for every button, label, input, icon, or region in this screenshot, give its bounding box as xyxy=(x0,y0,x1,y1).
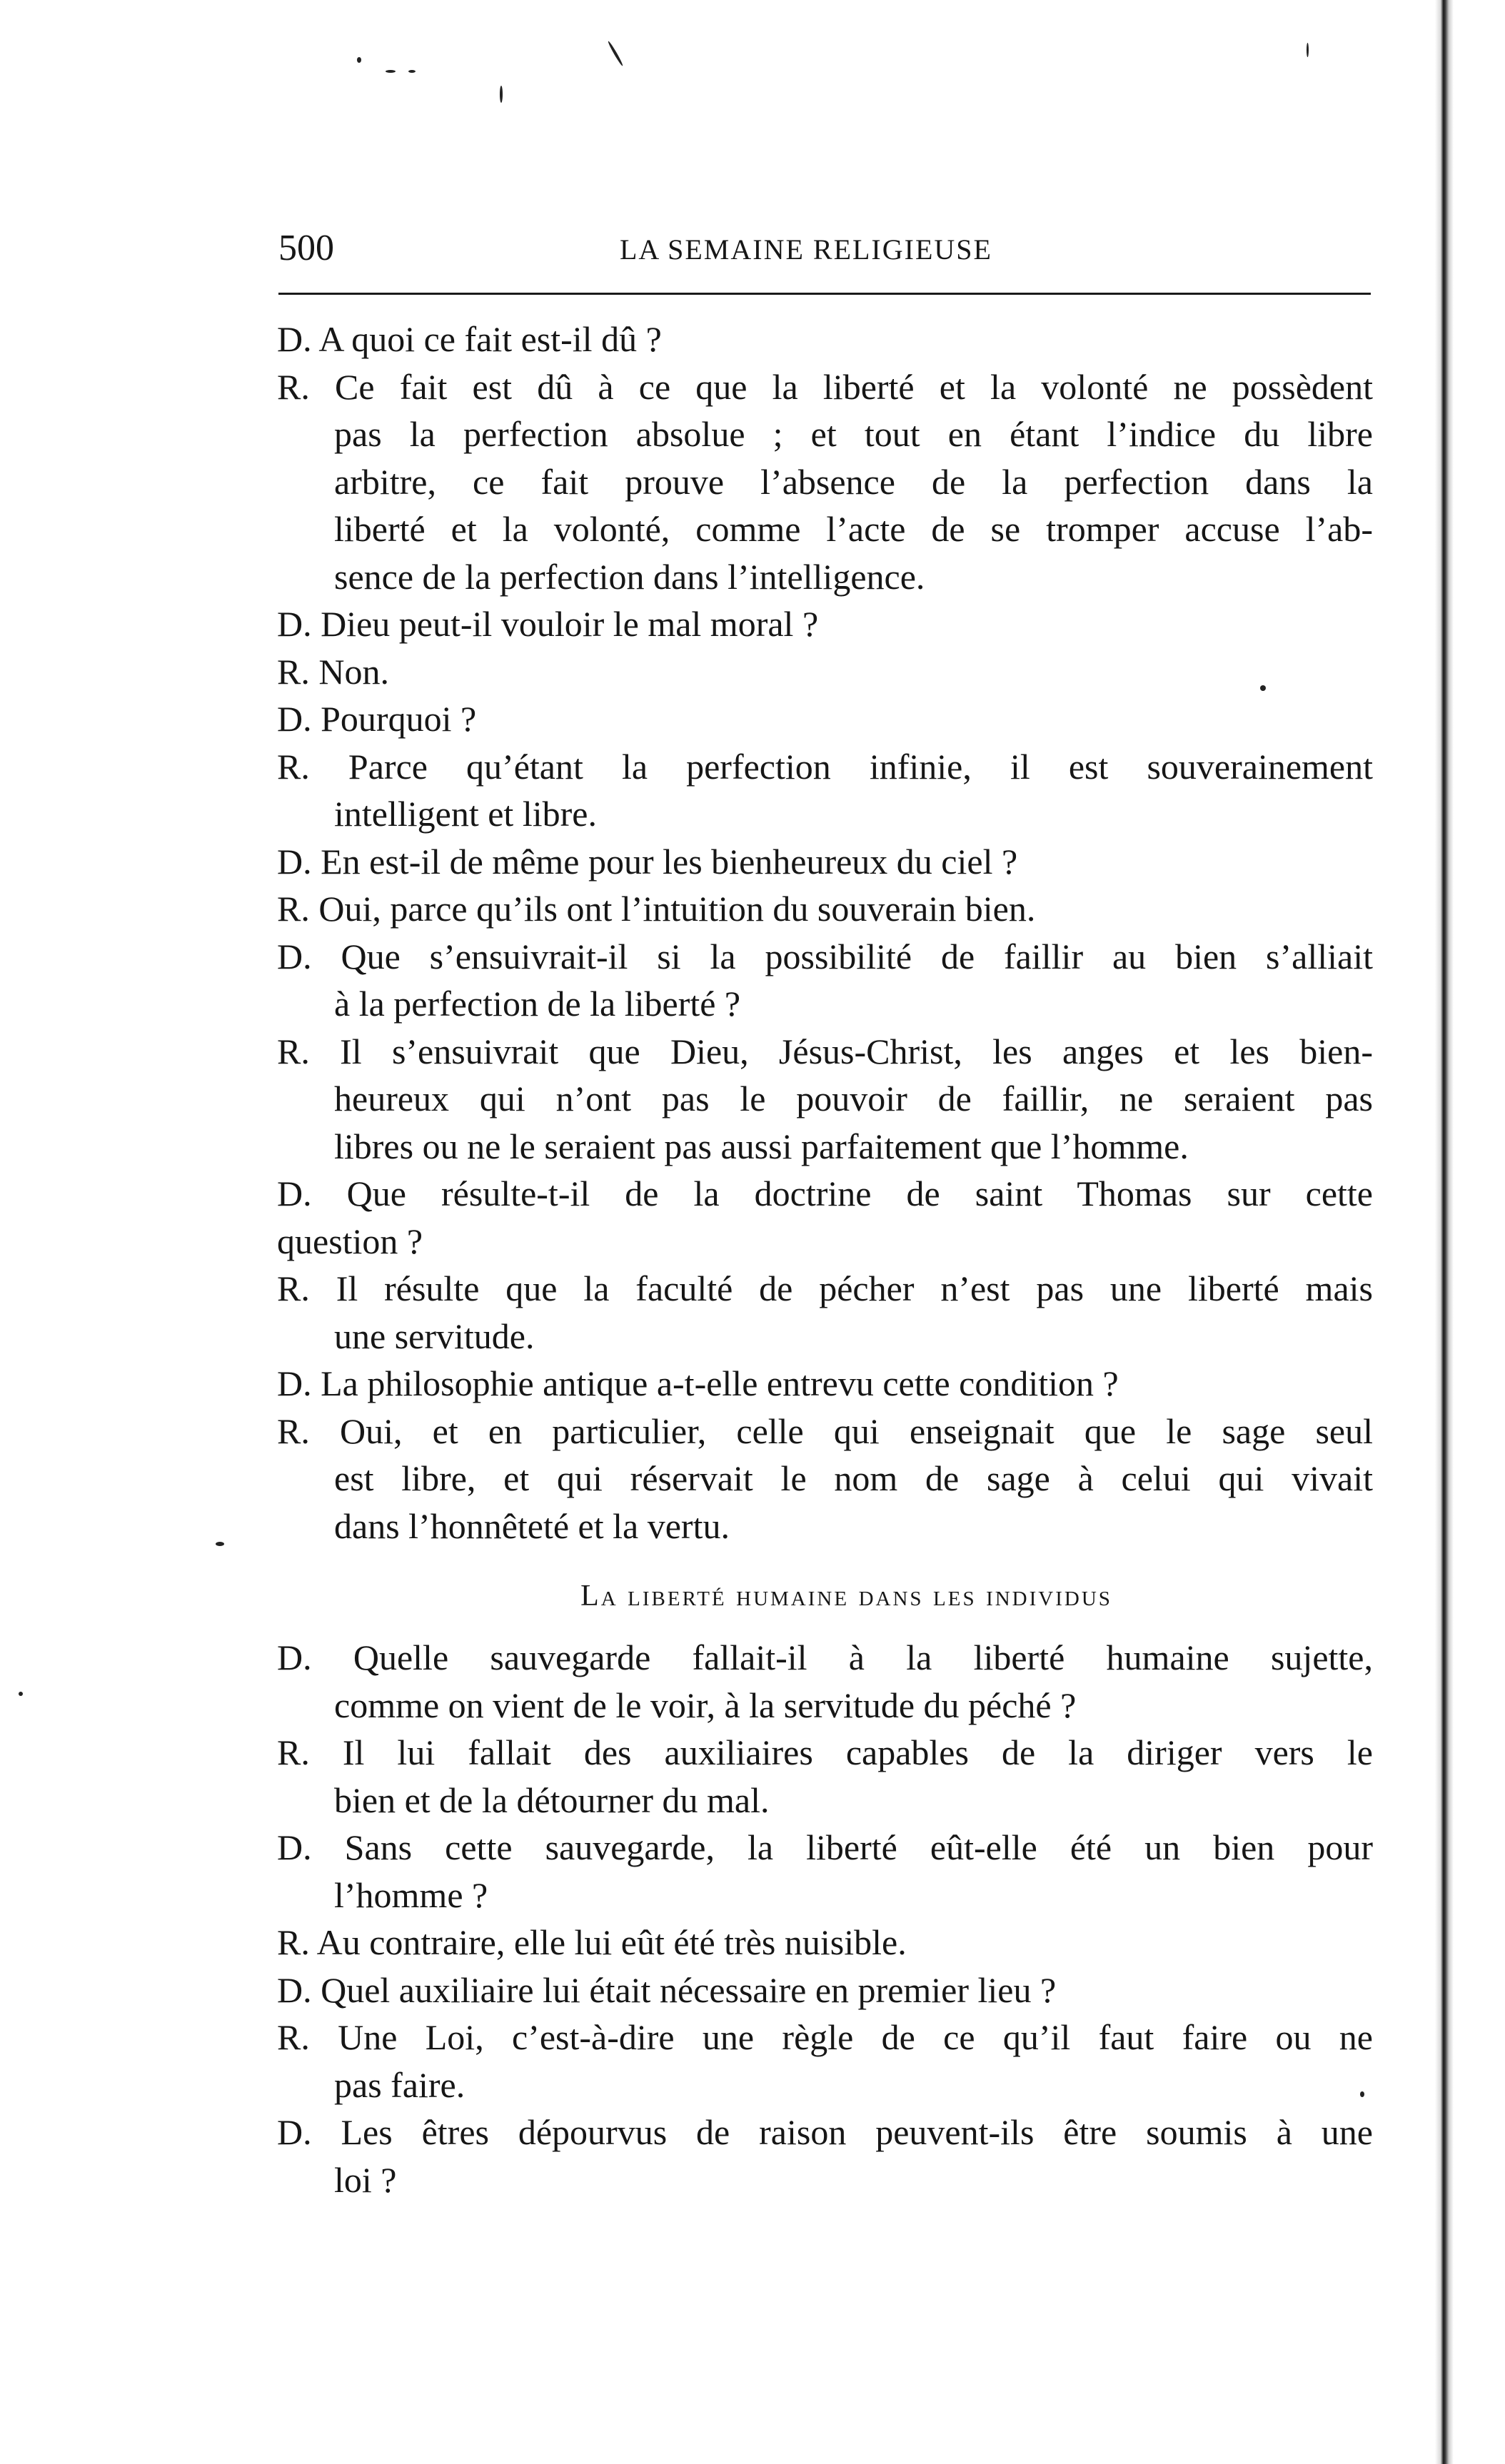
dialogue-line: D. Les êtres dépourvus de raison peuvent-ils être soumis à une xyxy=(277,2112,1373,2152)
dialogue-line: R. Oui, et en particulier, celle qui enseignait que le sage seul xyxy=(277,1410,1373,1451)
continuation-line: libres ou ne le seraient pas aussi parfaitement que l’homme. xyxy=(334,1126,1189,1166)
dialogue-line: D. Que résulte-t-il de la doctrine de saint Thomas sur cette xyxy=(277,1173,1373,1213)
continuation-line: l’homme ? xyxy=(334,1874,488,1915)
dialogue-line: R. Il s’ensuivrait que Dieu, Jésus-Christ, les anges et les bien- xyxy=(277,1031,1373,1071)
scan-speck xyxy=(216,1542,224,1546)
dialogue-line: R. Ce fait est dû à ce que la liberté et la volonté ne possèdent xyxy=(277,366,1373,407)
continuation-line: question ? xyxy=(277,1221,423,1261)
dialogue-line: R. Il lui fallait des auxiliaires capables de la diriger vers le xyxy=(277,1732,1373,1772)
continuation-line: est libre, et qui réservait le nom de sage à celui qui vivait xyxy=(334,1458,1373,1498)
continuation-line: bien et de la détourner du mal. xyxy=(334,1779,770,1820)
text-part-1 xyxy=(277,315,1373,1550)
running-title: LA SEMAINE RELIGIEUSE xyxy=(620,233,992,266)
continuation-line: loi ? xyxy=(334,2159,397,2200)
dialogue-line: D. Que s’ensuivrait-il si la possibilité de faillir au bien s’alliait xyxy=(277,936,1373,976)
dialogue-line: R. Il résulte que la faculté de pécher n’est pas une liberté mais xyxy=(277,1268,1373,1308)
dialogue-line: D. Quel auxiliaire lui était nécessaire en premier lieu ? xyxy=(277,1969,1057,2010)
continuation-line: comme on vient de le voir, à la servitude du péché ? xyxy=(334,1685,1077,1725)
continuation-line: à la perfection de la liberté ? xyxy=(334,984,741,1024)
scan-speck xyxy=(607,41,623,67)
continuation-line: liberté et la volonté, comme l’acte de se tromper accuse l’ab- xyxy=(334,509,1373,549)
continuation-line: pas faire. xyxy=(334,2064,465,2105)
scan-speck xyxy=(408,70,416,73)
dialogue-line: R. Parce qu’étant la perfection infinie, il est souverainement xyxy=(277,746,1373,787)
continuation-line: sence de la perfection dans l’intelligence. xyxy=(334,556,925,597)
dialogue-line: D. Quelle sauvegarde fallait-il à la liberté humaine sujette, xyxy=(277,1637,1373,1677)
continuation-line: arbitre, ce fait prouve l’absence de la perfection dans la xyxy=(334,461,1373,502)
dialogue-line: R. Une Loi, c’est-à-dire une règle de ce qu’il faut faire ou ne xyxy=(277,2017,1373,2057)
dialogue-line: D. En est-il de même pour les bienheureux du ciel ? xyxy=(277,841,1018,882)
scan-speck xyxy=(357,57,361,63)
continuation-line: intelligent et libre. xyxy=(334,794,597,834)
scan-speck xyxy=(1307,43,1309,57)
scan-speck xyxy=(19,1692,23,1696)
continuation-line: dans l’honnêteté et la vertu. xyxy=(334,1505,730,1546)
dialogue-line: D. Dieu peut-il vouloir le mal moral ? xyxy=(277,604,819,644)
dialogue-line: D. Pourquoi ? xyxy=(277,699,477,739)
dialogue-line: R. Non. xyxy=(277,651,389,692)
dialogue-line: R. Au contraire, elle lui eût été très nuisible. xyxy=(277,1922,907,1962)
continuation-line: une servitude. xyxy=(334,1316,535,1356)
header-rule xyxy=(278,293,1371,295)
catechism-text xyxy=(277,315,1373,2203)
scan-speck xyxy=(500,86,503,103)
page-header xyxy=(278,220,1371,277)
dialogue-line: D. La philosophie antique a-t-elle entrevu cette condition ? xyxy=(277,1363,1119,1403)
continuation-line: heureux qui n’ont pas le pouvoir de faillir, ne seraient pas xyxy=(334,1079,1373,1119)
continuation-line: pas la perfection absolue ; et tout en étant l’indice du libre xyxy=(334,414,1373,454)
page-edge-shadow xyxy=(1435,0,1454,2464)
dialogue-line: D. A quoi ce fait est-il dû ? xyxy=(277,319,662,359)
dialogue-line: R. Oui, parce qu’ils ont l’intuition du souverain bien. xyxy=(277,889,1036,929)
text-part-2 xyxy=(277,1634,1373,2203)
page-number: 500 xyxy=(278,228,334,268)
scan-speck xyxy=(386,70,396,73)
section-title: La liberté humaine dans les individus xyxy=(580,1580,1112,1612)
dialogue-line: D. Sans cette sauvegarde, la liberté eût-elle été un bien pour xyxy=(277,1827,1373,1867)
